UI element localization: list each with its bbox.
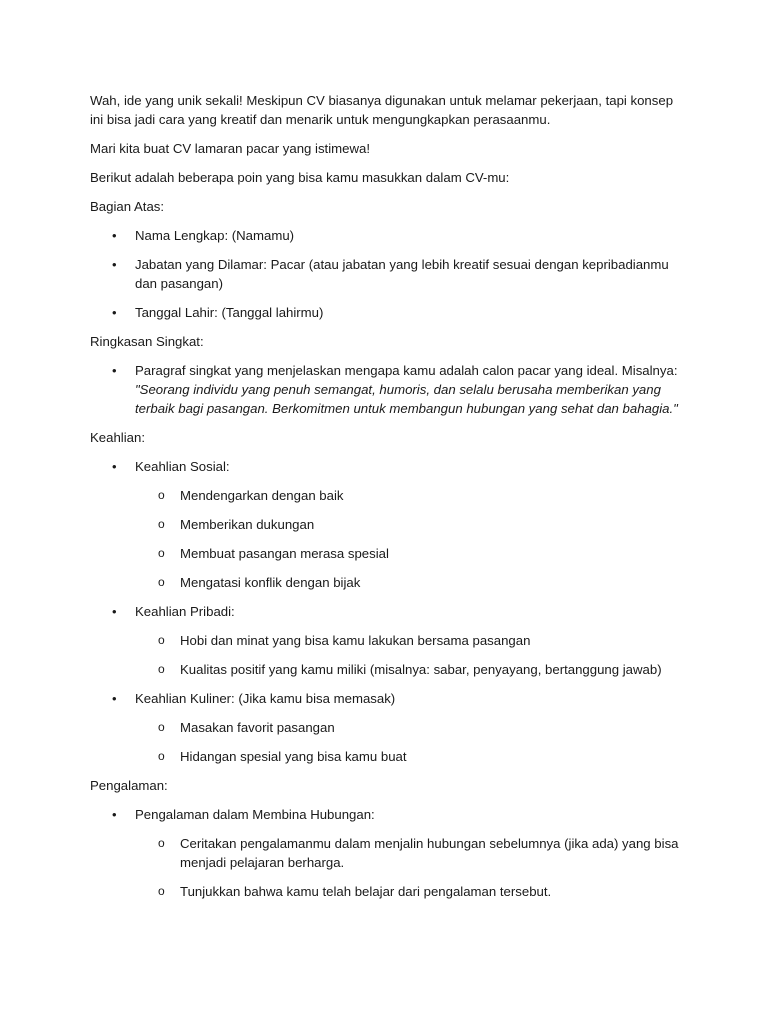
list-item <box>90 457 680 592</box>
circle-bullet-icon: o <box>158 633 165 647</box>
bullet-icon: • <box>112 257 117 272</box>
bullet-icon: • <box>112 604 117 619</box>
section-heading-keahlian: Keahlian: <box>90 430 145 445</box>
bullet-icon: • <box>112 807 117 822</box>
intro-paragraph: Wah, ide yang unik sekali! Meskipun CV biasanya digunakan untuk melamar pekerjaan, tapi konsep ini bisa jadi cara yang kreatif dan menarik untuk mengungkapkan perasaanmu. <box>90 93 674 127</box>
section-heading-ringkasan: Ringkasan Singkat: <box>90 334 204 349</box>
sub-list-item-text: Hidangan spesial yang bisa kamu buat <box>180 749 407 764</box>
sub-list-item-text: Mengatasi konflik dengan bijak <box>180 575 361 590</box>
sub-list <box>135 631 680 679</box>
list-item <box>90 689 680 766</box>
section-heading-bagian-atas: Bagian Atas: <box>90 199 165 214</box>
example-quote: "Seorang individu yang penuh semangat, humoris, dan selalu berusaha memberikan yang terbaik bagi pasangan. Berkomitmen untuk membangun hubungan yang sehat dan bahagia." <box>135 382 678 416</box>
sub-list-item <box>135 834 680 872</box>
list-item-text: Pengalaman dalam Membina Hubungan: <box>135 807 375 822</box>
circle-bullet-icon: o <box>158 836 165 850</box>
list-item-text: Tanggal Lahir: (Tanggal lahirmu) <box>135 305 324 320</box>
bagian-atas-list <box>90 226 680 322</box>
sub-list-item <box>135 718 680 737</box>
circle-bullet-icon: o <box>158 517 165 531</box>
sub-list-item <box>135 486 680 505</box>
list-item <box>90 255 680 293</box>
ringkasan-list <box>90 361 680 418</box>
list-item <box>90 602 680 679</box>
circle-bullet-icon: o <box>158 720 165 734</box>
intro-paragraph: Berikut adalah beberapa poin yang bisa kamu masukkan dalam CV-mu: <box>90 170 510 185</box>
list-item-text: Keahlian Pribadi: <box>135 604 235 619</box>
bullet-icon: • <box>112 691 117 706</box>
intro-paragraph: Mari kita buat CV lamaran pacar yang istimewa! <box>90 141 370 156</box>
bullet-icon: • <box>112 459 117 474</box>
bullet-icon: • <box>112 305 117 320</box>
sub-list-item-text: Ceritakan pengalamanmu dalam menjalin hubungan sebelumnya (jika ada) yang bisa menjadi pelajaran berharga. <box>180 836 679 870</box>
sub-list-item-text: Hobi dan minat yang bisa kamu lakukan bersama pasangan <box>180 633 531 648</box>
sub-list-item <box>135 544 680 563</box>
sub-list-item-text: Masakan favorit pasangan <box>180 720 335 735</box>
list-item <box>90 361 680 418</box>
sub-list-item <box>135 515 680 534</box>
circle-bullet-icon: o <box>158 884 165 898</box>
list-item-text: Jabatan yang Dilamar: Pacar (atau jabatan yang lebih kreatif sesuai dengan kepribadianmu dan pasangan) <box>135 257 669 291</box>
circle-bullet-icon: o <box>158 575 165 589</box>
sub-list-item <box>135 631 680 650</box>
bullet-icon: • <box>112 363 117 378</box>
pengalaman-list <box>90 805 680 901</box>
list-item-text: Keahlian Sosial: <box>135 459 230 474</box>
circle-bullet-icon: o <box>158 488 165 502</box>
sub-list <box>135 834 680 901</box>
circle-bullet-icon: o <box>158 662 165 676</box>
sub-list-item-text: Tunjukkan bahwa kamu telah belajar dari pengalaman tersebut. <box>180 884 552 899</box>
bullet-icon: • <box>112 228 117 243</box>
sub-list <box>135 486 680 592</box>
list-item <box>90 303 680 322</box>
list-item-text: Keahlian Kuliner: (Jika kamu bisa memasak) <box>135 691 396 706</box>
section-heading-pengalaman: Pengalaman: <box>90 778 168 793</box>
sub-list-item <box>135 747 680 766</box>
circle-bullet-icon: o <box>158 749 165 763</box>
keahlian-list <box>90 457 680 766</box>
list-item <box>90 226 680 245</box>
list-item-text: Nama Lengkap: (Namamu) <box>135 228 295 243</box>
sub-list-item <box>135 882 680 901</box>
sub-list-item <box>135 573 680 592</box>
list-item <box>90 805 680 901</box>
sub-list <box>135 718 680 766</box>
sub-list-item-text: Kualitas positif yang kamu miliki (misalnya: sabar, penyayang, bertanggung jawab) <box>180 662 662 677</box>
sub-list-item-text: Memberikan dukungan <box>180 517 315 532</box>
list-item-text: Paragraf singkat yang menjelaskan mengapa kamu adalah calon pacar yang ideal. Misalnya: <box>135 363 678 378</box>
sub-list-item-text: Membuat pasangan merasa spesial <box>180 546 389 561</box>
circle-bullet-icon: o <box>158 546 165 560</box>
sub-list-item-text: Mendengarkan dengan baik <box>180 488 344 503</box>
document-page <box>90 91 680 911</box>
sub-list-item <box>135 660 680 679</box>
